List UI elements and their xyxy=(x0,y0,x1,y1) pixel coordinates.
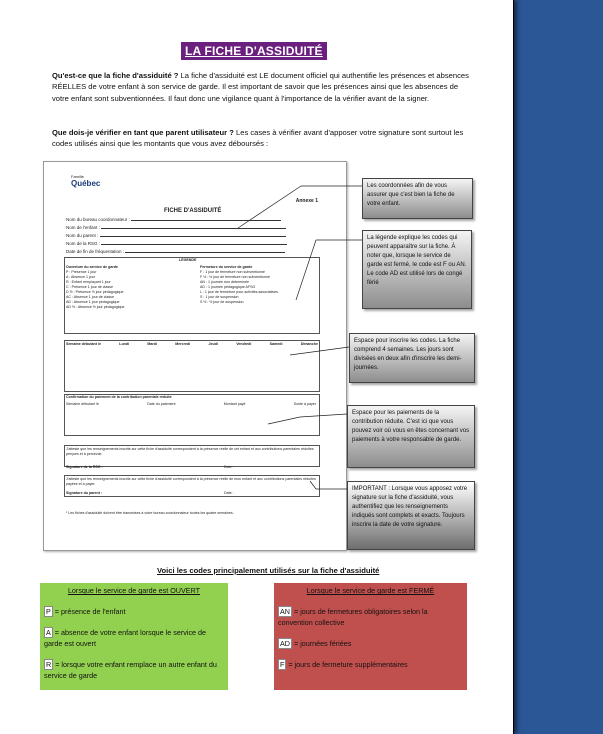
callout-payments: Espace pour les paiements de la contribution réduite. C'est ici que vous pouvez voir où vous en êtes concernant vos paiements à votre responsable de garde. xyxy=(347,405,475,468)
callout-legend: La légende explique les codes qui peuvent apparaître sur la fiche. À noter que, lorsque le service de garde est fermé, le code est F ou AN. Le code AD est utilisé lors de congé férié xyxy=(362,230,472,309)
closed-code-item: F = jours de fermeture supplémentaires xyxy=(280,660,408,669)
open-panel-heading: Lorsque le service de garde est OUVERT xyxy=(67,586,201,595)
form-field: Nom de l'enfant : xyxy=(66,225,286,230)
callout-codes: Espace pour inscrire les codes. La fiche comprend 4 semaines. Les jours sont divisées en deux afin d'inscrire les demi-journées. xyxy=(349,333,475,383)
closed-code-item: AD = journées fériées xyxy=(280,639,352,648)
form-field: Nom du bureau coordonnateur : xyxy=(66,217,281,222)
legend-title: LÉGENDE xyxy=(179,258,197,262)
closed-panel-heading: Lorsque le service de garde est FERMÉ xyxy=(306,586,435,595)
form-field: Date de fin de fréquentation : xyxy=(66,249,285,254)
quebec-logo: Québec xyxy=(71,179,101,188)
weeks-header-row: Semaine débutant le Lundi Mardi Mercredi Jeudi Vendredi Samedi Dimanche xyxy=(66,342,318,346)
intro-answer-2: Les cases à vérifier avant d'apposer votre signature sont surtout les codes utilisés ainsi que les montants que vous avez déboursés : xyxy=(52,128,464,149)
parent-date-label: Date : xyxy=(224,491,234,495)
closed-service-panel xyxy=(274,583,467,690)
parent-attestation: J'atteste que les renseignements inscrits sur cette fiche d'assiduité correspondent à la présence réelle de mon enfant et aux contributions parentales réduites payées et à payer. xyxy=(66,477,316,486)
intro-question-1: Qu'est-ce que la fiche d'assiduité ? xyxy=(52,71,179,80)
open-service-panel xyxy=(40,583,228,690)
form-footnote: ¹ Les fiches d'assiduité doivent être transmises à votre bureau coordonnateur toutes les quatre semaines. xyxy=(66,511,234,515)
page-title: LA FICHE D'ASSIDUITÉ xyxy=(181,42,327,60)
payment-header-row: Semaine débutant le Date du paiement Montant payé Solde à payer xyxy=(66,402,316,406)
intro-answer-1: La fiche d'assiduité est LE document officiel qui authentifie les présences et absences RÉELLES de votre enfant à son service de garde. Il est important de savoir que les présences ainsi que les absences de votre enfant sont subventionnées. Il faut donc une vigilance quant à l'importance de la vérifier avant de la signer. xyxy=(52,71,469,103)
intro-question-2: Que dois-je vérifier en tant que parent utilisateur ? xyxy=(52,128,234,137)
callout-important: IMPORTANT : Lorsque vous apposez votre signature sur la fiche d'assiduité, vous authentifiez que les renseignements indiqués sont complets et exacts. Toujours inscrire la date de votre signature. xyxy=(347,481,475,550)
legend-closed: Fermeture du service de garde F : 1 jour de fermeture non subventionné F ½ : ½ jour de fermeture non subventionné AN : 1 journée non déterminée AD : 1 journée pédagogique AFSG L : 1 jour de fermeture pour activités associatives S : 1 jour de suspension S ½ : ½ jour de suspension xyxy=(200,265,278,304)
rsg-date-label: Date : xyxy=(224,465,234,469)
open-code-item: A = absence de votre enfant lorsque le service de garde est ouvert xyxy=(44,628,207,648)
parent-signature-label: Signature du parent : xyxy=(66,491,103,495)
form-family-label: Famille xyxy=(71,174,84,179)
codes-section-title: Voici les codes principalement utilisés sur la fiche d'assiduité xyxy=(157,566,380,575)
form-title: FICHE D'ASSIDUITÉ xyxy=(164,208,222,214)
form-annexe: Annexe 1 xyxy=(295,198,318,204)
open-code-item: R = lorsque votre enfant remplace un autre enfant du service de garde xyxy=(44,660,217,680)
payment-title: Confirmation du paiement de la contribution parentale réduite xyxy=(66,395,172,399)
callout-coordinates: Les coordonnées afin de vous assurer que c'est bien la fiche de votre enfant. xyxy=(362,178,473,219)
form-field: Nom du parent : xyxy=(66,233,286,238)
rsg-attestation: J'atteste que les renseignements inscrits sur cette fiche d'assiduité correspondent à la présence réelle de cet enfant et aux contributions parentales réduites perçues et à percevoir. xyxy=(66,447,314,456)
closed-code-item: AN = jours de fermetures obligatoires selon la convention collective xyxy=(278,607,428,627)
open-code-item: P = présence de l'enfant xyxy=(46,607,126,616)
form-field: Nom de la RSG : xyxy=(66,241,287,246)
rsg-signature-label: Signature de la RSG : xyxy=(66,465,103,469)
legend-open: Ouverture du service de garde P : Présence 1 jour A : Absence 1 jour R : Enfant remplaçant 1 jour C : Présence 1 jour de classe D ½ : Présence ½ jour pédagogique AC : Absence 1 jour de classe AD : Absence 1 jour pédagogique AD ½ : Absence ½ jour pédagogique xyxy=(66,265,125,309)
